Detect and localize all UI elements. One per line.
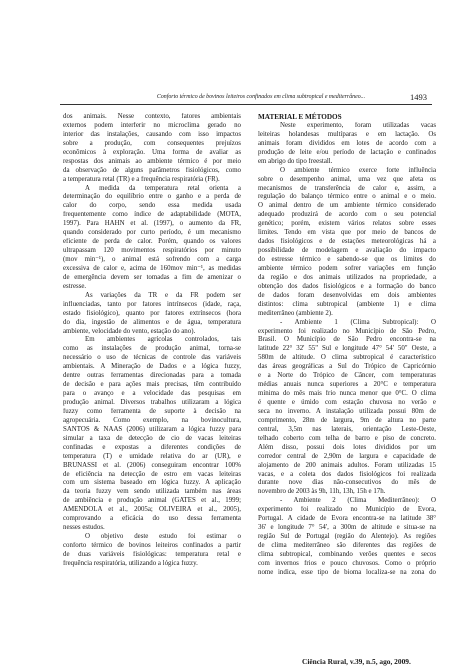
text-line: distintos: clima subtropical (ambiente 1) e clima [258, 300, 436, 308]
text-line: alojamento de 200 animais adultos. Foram utilizadas 15 [258, 461, 436, 469]
text-line: fuzzy como ferramenta de suporte à decisão na [63, 407, 241, 415]
text-line: do dia, ingestão de alimentos e de água, temperatura [63, 318, 241, 326]
text-line: das áreas geográficas a Sul do Trópico de Capricórnio [258, 363, 436, 371]
text-line: mediterrâneo (ambiente 2). [258, 309, 333, 317]
text-line: vacas, e a coleta dos dados fisiológicos foi realizada [258, 470, 436, 478]
text-line: do estresse térmico e sabendo-se que os limites do [258, 256, 436, 263]
text-line: obtenção dos dados fisiológicos e a formação do banco [258, 282, 436, 290]
text-line: estresse. [63, 282, 87, 290]
left-column [63, 113, 241, 569]
journal-citation: Ciência Rural, v.39, n.5, ago, 2009. [302, 657, 411, 666]
text-line: para o avanço e a velocidade das pesquisas em [63, 390, 241, 398]
text-line: mínima do mês mais frio nunca menor que 0°C. O clima [258, 390, 436, 398]
text-line: da observação de alguns parâmetros fisiológicos, como [63, 166, 241, 174]
text-line: O ambiente térmico exerce forte influência [280, 166, 436, 174]
text-line: frequentemente como índice de adaptabilidade (MOTA, [63, 211, 241, 219]
text-line: possibilidade de modelagem e avaliação do impacto [258, 247, 436, 255]
text-line: mecanismos de transferência de calor e, assim, a [258, 184, 436, 192]
text-line: é quente e úmido com estação chuvosa no verão e [258, 399, 436, 406]
text-line: frequência respiratória, utilizando a lógica fuzzy. [63, 559, 198, 567]
text-line: seca no inverno. A instalação utilizada possui 80m de [258, 407, 436, 415]
text-line: a temperatura retal (TR) e a frequência respiratória (FR). [63, 175, 220, 183]
text-line: médias anuais nunca superiores a 20°C e temperatura [258, 381, 436, 389]
text-line: As variações da TR e da FR podem ser [85, 291, 241, 299]
text-line: estado fisiológico), quanto por fatores extrínsecos (hora [63, 309, 241, 317]
text-line: - Ambiente 2 (Clima Mediterrâneo): O [280, 497, 436, 505]
text-line: com invernos frios e pouco chuvosos. Como o próprio [258, 559, 436, 567]
text-line: interior das instalações, causando com isso impactos [63, 130, 241, 138]
text-line: - Ambiente 1 (Clima Subtropical): O [280, 318, 436, 326]
text-line: experimento foi realizado no Município de São Pedro, [258, 327, 436, 335]
text-line: excessiva de calor e, acima de 160mov min⁻¹, as medidas [63, 264, 241, 272]
text-line: SANTOS & NÄÄS (2006) utilizaram a lógica fuzzy para [63, 425, 241, 433]
text-line: Em ambientes agrícolas controlados, tais [85, 336, 241, 344]
text-line: nesses estudos. [63, 524, 105, 532]
text-line: sobre a produção, com consequentes prejuízos [63, 139, 241, 147]
text-line: de clima mediterrâneo são diferentes das regiões de [258, 542, 436, 549]
text-line: quando considerado por curto período, é um mecanismo [63, 229, 241, 237]
text-line: externos podem interferir no microclima gerado no [63, 121, 241, 129]
text-line: produção animal. Diversos trabalhos utilizaram a lógica [63, 399, 241, 406]
page-number: 1493 [410, 92, 427, 102]
text-line: de decisão e para ações mais precisas, têm contribuído [63, 381, 241, 389]
text-line: 1997). Para HAHN et al. (1997), o aumento da FR, [63, 220, 241, 228]
text-line: e a Norte do Trópico de Câncer, com temperaturas [258, 372, 436, 380]
header-rule [60, 104, 432, 105]
text-line: novembro de 2003 às 9h, 11h, 13h, 15h e 17h. [258, 488, 386, 496]
text-line: latitude 22° 32' 55" Sul e longitude 47° 54' 50" Oeste, a [258, 345, 436, 353]
text-line: ambiente, velocidade do vento, estação do ano). [63, 327, 196, 335]
text-line: determinação do equilíbrio entre o ganho e a perda de [63, 193, 241, 201]
text-line: comprimento, 28m de largura, 9m de altura no parte [258, 416, 436, 424]
text-line: eficiente de perda de calor. Porém, quando os valores [63, 238, 241, 246]
text-line: Portugal. A cidade de Évora encontra-se na latitude 38° [258, 515, 436, 523]
text-line: AMENDOLA et al., 2005a; OLIVEIRA et al., 2005), [63, 506, 241, 514]
text-line: regulação do balanço térmico entre o animal e o meio. [258, 193, 436, 201]
text-line: simular a taxa de detecção de cio de vacas leiteiras [63, 434, 241, 442]
text-line: região Sul de Portugal (região do Alentejo). As regiões [258, 533, 436, 541]
text-line: limites. Tendo em vista que por meio de bancos de [258, 229, 436, 237]
text-line: de eficiência na detecção de estro em vacas leiteiras [63, 470, 241, 478]
text-line: 36' e longitude 7° 54', a 300m de altitude e situa-se na [258, 524, 436, 532]
text-line: adequado produzirá de acordo com o seu potencial [258, 211, 436, 219]
text-line: ultrapassam 120 movimentos respiratórios por minuto [63, 247, 241, 255]
section-title: MATERIAL E MÉTODOS [258, 113, 342, 121]
text-line: de emergência devem ser tomadas a fim de amenizar o [63, 273, 241, 281]
text-line: produção de leite e/ou período de lactação e confinados [258, 148, 436, 156]
text-line: comprovando a eficácia do uso dessa ferramenta [63, 515, 241, 523]
text-line: A medida da temperatura retal orienta a [85, 184, 241, 192]
text-line: de ambiência e produção animal (GATES et al., 1999; [63, 497, 241, 505]
text-line: calor do corpo, sendo essa medida usada [63, 202, 241, 210]
running-header: Conforto térmico de bovinos leiteiros confinados em clima subtropical e mediterrâneo... [156, 94, 366, 100]
text-line: Além disso, possui dois lotes divididos por um [258, 443, 436, 451]
text-line: Neste experimento, foram utilizadas vacas [280, 121, 436, 129]
text-line: O objetivo deste estudo foi estimar o [85, 533, 241, 541]
text-line: BRUNASSI et al. (2006) conseguiram encontrar 100% [63, 461, 241, 469]
text-line: central, 3,5m nas laterais, orientação Leste-Oeste, [258, 425, 436, 433]
text-line: O animal dentro de um ambiente térmico considerado [258, 202, 436, 210]
right-column-body [258, 122, 436, 578]
text-line: dentre outras ferramentas direcionadas para a tomada [63, 372, 241, 380]
text-line: da teoria fuzzy vem sendo utilizada também nas áreas [63, 488, 241, 496]
text-line: 580m de altitude. O clima subtropical é característico [258, 354, 436, 362]
text-line: agropecuária. Como exemplo, na bovinocultura, [63, 416, 241, 424]
text-line: temperatura (T) e umidade relativa do ar (UR), e [63, 452, 241, 460]
text-line: telhado coberto com telha de barro e piso de concreto. [258, 434, 436, 442]
text-line: em abrigo do tipo freestall. [258, 157, 333, 165]
text-line: de duas variáveis fisiológicas: temperatura retal e [63, 550, 241, 558]
text-line: nome indica, esse tipo de bioma localiza-se na zona do [258, 568, 436, 576]
text-line: conforto térmico de bovinos leiteiros confinados a partir [63, 542, 241, 549]
text-line: ambientais. A Mineração de Dados e a lógica fuzzy, [63, 363, 241, 371]
text-line: confinadas e expostas a diferentes condições de [63, 443, 241, 451]
text-line: ambiente térmico podem sofrer variações em função [258, 264, 436, 272]
text-line: sobre o desempenho animal, uma vez que afeta os [258, 175, 436, 183]
right-column [258, 113, 436, 578]
text-line: (mov min⁻¹), o animal está sofrendo com a carga [63, 256, 241, 263]
text-line: animais foram divididos em lotes de acordo com a [258, 139, 436, 147]
text-line: clima subtropical, combinando verões quentes e secos [258, 550, 436, 558]
text-line: genético; porém, existem vários relatos sobre esses [258, 220, 436, 228]
text-line: leiteiras holandesas multíparas e em lactação. Os [258, 130, 436, 138]
text-line: corredor central de 2,90m de largura e capacidade de [258, 452, 436, 460]
text-line: da região e dos animais utilizados na propriedade, a [258, 273, 436, 281]
text-line: respostas dos animais ao ambiente térmico é por meio [63, 157, 241, 165]
text-line: com um sistema baseado em lógica fuzzy. A aplicação [63, 479, 241, 487]
text-line: de dados foram desenvolvidas em dois ambientes [258, 291, 436, 299]
text-line: dos animais. Nesse contexto, fatores ambientais [63, 113, 241, 120]
text-line: necessário o uso de técnicas de controle das variáveis [63, 354, 241, 362]
text-line: experimento foi realizado no Município de Évora, [258, 506, 436, 514]
text-line: como as instalações de produção animal, torna-se [63, 345, 241, 353]
text-line: dados fisiológicos e de estações meteorológicas há a [258, 238, 436, 246]
text-line: econômicos à exploração. Uma forma de avaliar as [63, 148, 241, 156]
text-line: Brasil. O Município de São Pedro encontra-se na [258, 336, 436, 344]
text-line: durante nove dias não-consecutivos do mês de [258, 479, 436, 487]
text-line: influenciadas, tanto por fatores intrínsecos (idade, raça, [63, 300, 241, 308]
